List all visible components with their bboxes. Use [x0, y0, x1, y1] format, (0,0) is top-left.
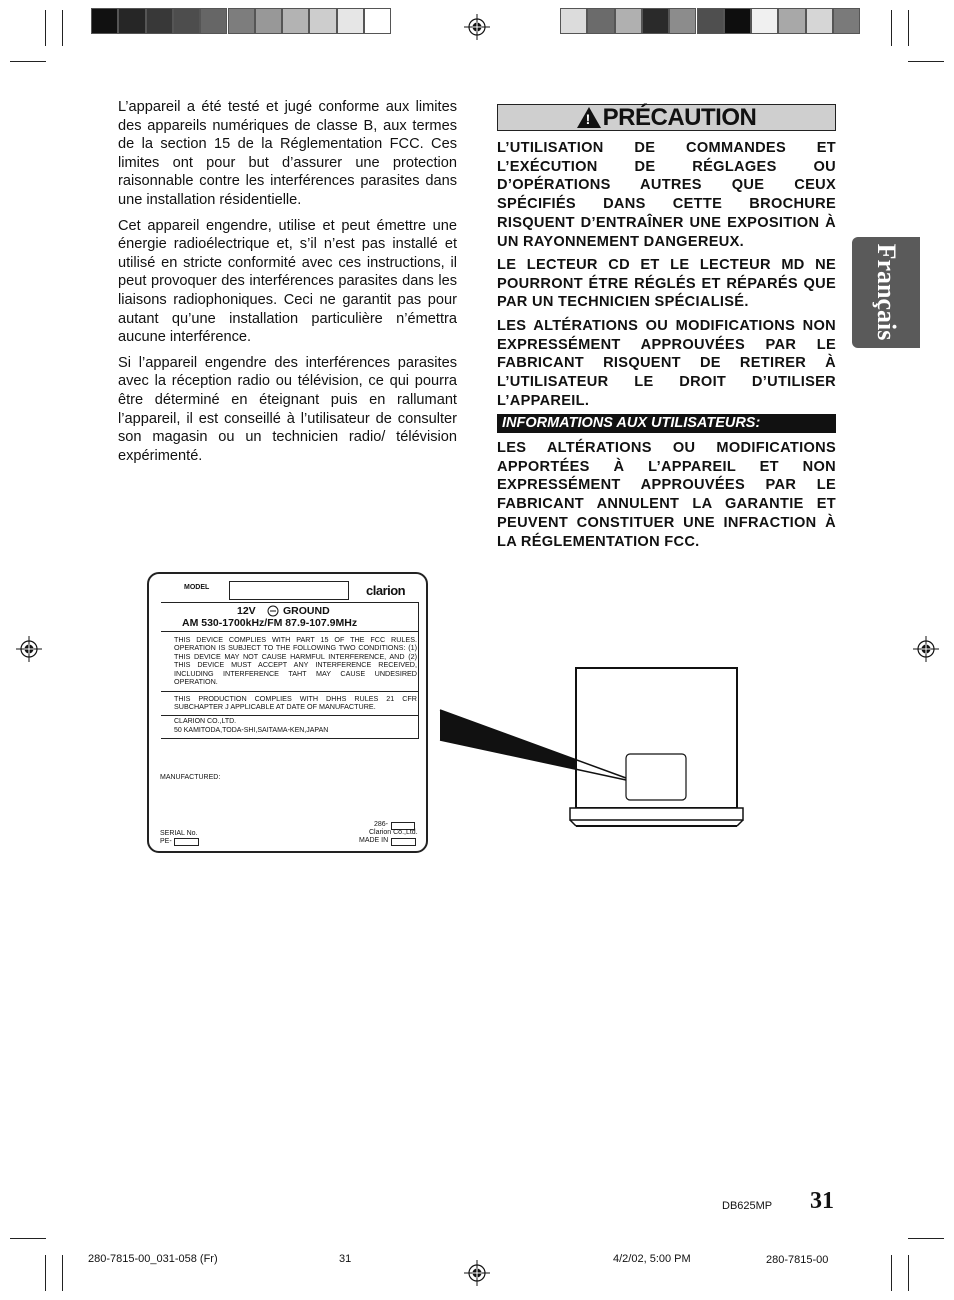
color-swatch: [255, 8, 282, 34]
page-number: 31: [810, 1188, 834, 1214]
caution-heading: [497, 104, 836, 131]
crop-mark: [45, 10, 46, 46]
divider: [161, 715, 418, 716]
registration-mark-icon: [16, 636, 42, 662]
color-swatch: [91, 8, 118, 34]
color-swatch: [778, 8, 805, 34]
caution-paragraph: L’UTILISATION DE COMMANDES ET L’EXÉCUTION DE RÉGLAGES OU D’OPÉRATIONS AUTRES QUE CEUX SPÉCIFIÉS DANS CETTE BROCHURE RISQUENT D’ENTRAÎNER UNE EXPOSITION À UN RAYONNEMENT DANGEREUX.: [497, 140, 836, 250]
caution-paragraph: LES ALTÉRATIONS OU MODIFICATIONS NON EXPRESSÉMENT APPROUVÉES PAR LE FABRICANT RISQUENT DE RETIRER À L’UTILISATEUR LE DROIT D’UTILISER L’APPAREIL.: [497, 318, 836, 409]
info-heading: INFORMATIONS AUX UTILISATEURS:: [497, 414, 836, 433]
crop-mark: [10, 61, 46, 62]
device-illustration: [436, 660, 756, 835]
divider: [161, 691, 418, 692]
dhhs-compliance-text: THIS PRODUCTION COMPLIES WITH DHHS RULES 21 CFR SUBCHAPTER J APPLICABLE AT DATE OF MANUFACTURE.: [174, 694, 417, 712]
frequency-bands: AM 530-1700kHz/FM 87.9-107.9MHz: [182, 617, 358, 629]
serial-box: [174, 838, 199, 846]
crop-mark: [62, 10, 63, 46]
paragraph: L’appareil a été testé et jugé conforme aux limites des appareils numériques de classe B, aux termes de la section 15 de la Réglementation FCC. Ces limites ont pour but d’assurer une protection raisonnable contre les interférences parasites dans une installation résidentielle.: [118, 99, 457, 208]
color-swatch: [751, 8, 778, 34]
company-name: CLARION CO.,LTD.: [174, 718, 237, 725]
minus-ground-icon: [267, 605, 279, 617]
made-in-caption: MADE IN: [359, 837, 389, 844]
registration-mark-icon: [464, 14, 490, 40]
product-label: [147, 572, 428, 853]
color-swatch: [697, 8, 724, 34]
warning-triangle-icon: !: [577, 107, 601, 128]
color-swatch: [806, 8, 833, 34]
company-address: 50 KAMITODA,TODA-SHI,SAITAMA-KEN,JAPAN: [174, 727, 329, 734]
code-caption: 286-: [374, 821, 389, 828]
serial-caption: SERIAL No.: [160, 830, 198, 837]
color-swatch: [833, 8, 860, 34]
fcc-notice-text: [118, 98, 457, 472]
crop-mark: [908, 1255, 909, 1291]
crop-mark: [10, 1238, 46, 1239]
caution-title: PRÉCAUTION: [602, 103, 757, 131]
manufactured-caption: MANUFACTURED:: [160, 774, 221, 781]
pe-caption: PE-: [160, 838, 172, 845]
made-in-box: [391, 838, 416, 846]
color-swatch: [228, 8, 255, 34]
fcc-compliance-text: THIS DEVICE COMPLIES WITH PART 15 OF THE FCC RULES. OPERATION IS SUBJECT TO THE FOLLOWING TWO CONDITIONS: (1) THIS DEVICE MAY NOT CAUSE HARMFUL INTERFERENCE, AND (2) THIS DEVICE MUST ACCEPT ANY INTERFERENCE RECEIVED, INCLUDING INTERFERENCE TAHT MAY CAUSE UNDESIRED OPERATION.: [174, 635, 417, 687]
divider: [418, 602, 419, 739]
color-swatch: [309, 8, 336, 34]
color-swatch: [337, 8, 364, 34]
color-swatch: [173, 8, 200, 34]
color-swatch: [587, 8, 614, 34]
color-swatch: [118, 8, 145, 34]
color-swatch: [669, 8, 696, 34]
color-swatch: [560, 8, 587, 34]
model-box: [229, 581, 349, 600]
color-swatch: [724, 8, 751, 34]
color-swatch: [642, 8, 669, 34]
paragraph: Si l’appareil engendre des interférences parasites avec la réception radio ou télévision, ce qui pourra être déterminé en éteignant puis en rallumant l’appareil, il est conseillé à l’utilisateur de consulter son magasin ou un technicien radio/ télévision expérimenté.: [118, 354, 457, 464]
model-code: DB625MP: [722, 1200, 773, 1212]
ground-label: GROUND: [283, 605, 330, 617]
crop-mark: [45, 1255, 46, 1291]
company-short: Clarion Co.,Ltd.: [369, 829, 418, 836]
caution-paragraph: LE LECTEUR CD ET LE LECTEUR MD NE POURRONT ÉTRE RÉGLÉS ET RÉPARÉS QUE PAR UN TECHNICIEN SPÉCIALISÉ.: [497, 257, 836, 311]
footer-file: 280-7815-00_031-058 (Fr): [88, 1253, 218, 1265]
registration-mark-icon: [913, 636, 939, 662]
color-swatch: [615, 8, 642, 34]
crop-mark: [62, 1255, 63, 1291]
footer-date: 4/2/02, 5:00 PM: [613, 1253, 691, 1265]
color-swatch: [146, 8, 173, 34]
color-swatch: [282, 8, 309, 34]
power-rating: 12V: [237, 605, 256, 617]
crop-mark: [908, 10, 909, 46]
divider: [161, 738, 418, 739]
divider: [161, 631, 418, 632]
crop-mark: [891, 10, 892, 46]
divider: [161, 602, 418, 603]
model-caption: MODEL: [184, 584, 210, 591]
crop-mark: [908, 61, 944, 62]
crop-mark: [908, 1238, 944, 1239]
color-swatch: [364, 8, 391, 34]
crop-mark: [891, 1255, 892, 1291]
language-tab-label: Français: [872, 243, 901, 341]
paragraph: Cet appareil engendre, utilise et peut émettre une énergie radioélectrique et, s’il n’est pas installé et utilisé en stricte conformité avec ces instructions, il peut provoquer des interférences parasites dans les liaisons radiophoniques. Ceci ne garantit pas pour autant qu’une installation particulière n’émettra aucune interférence.: [118, 217, 457, 346]
footer-page: 31: [339, 1253, 352, 1265]
footer-doc-number: 280-7815-00: [766, 1254, 829, 1266]
color-swatch: [200, 8, 227, 34]
registration-mark-icon: [464, 1260, 490, 1286]
info-paragraph: LES ALTÉRATIONS OU MODIFICATIONS APPORTÉES À L’APPAREIL ET NON EXPRESSÉMENT APPROUVÉES PAR LE FABRICANT ANNULENT LA GARANTIE ET PEUVENT CONSTITUER UNE INFRACTION À LA RÉGLEMENTATION FCC.: [497, 440, 836, 550]
brand-logo: clarion: [366, 583, 406, 598]
